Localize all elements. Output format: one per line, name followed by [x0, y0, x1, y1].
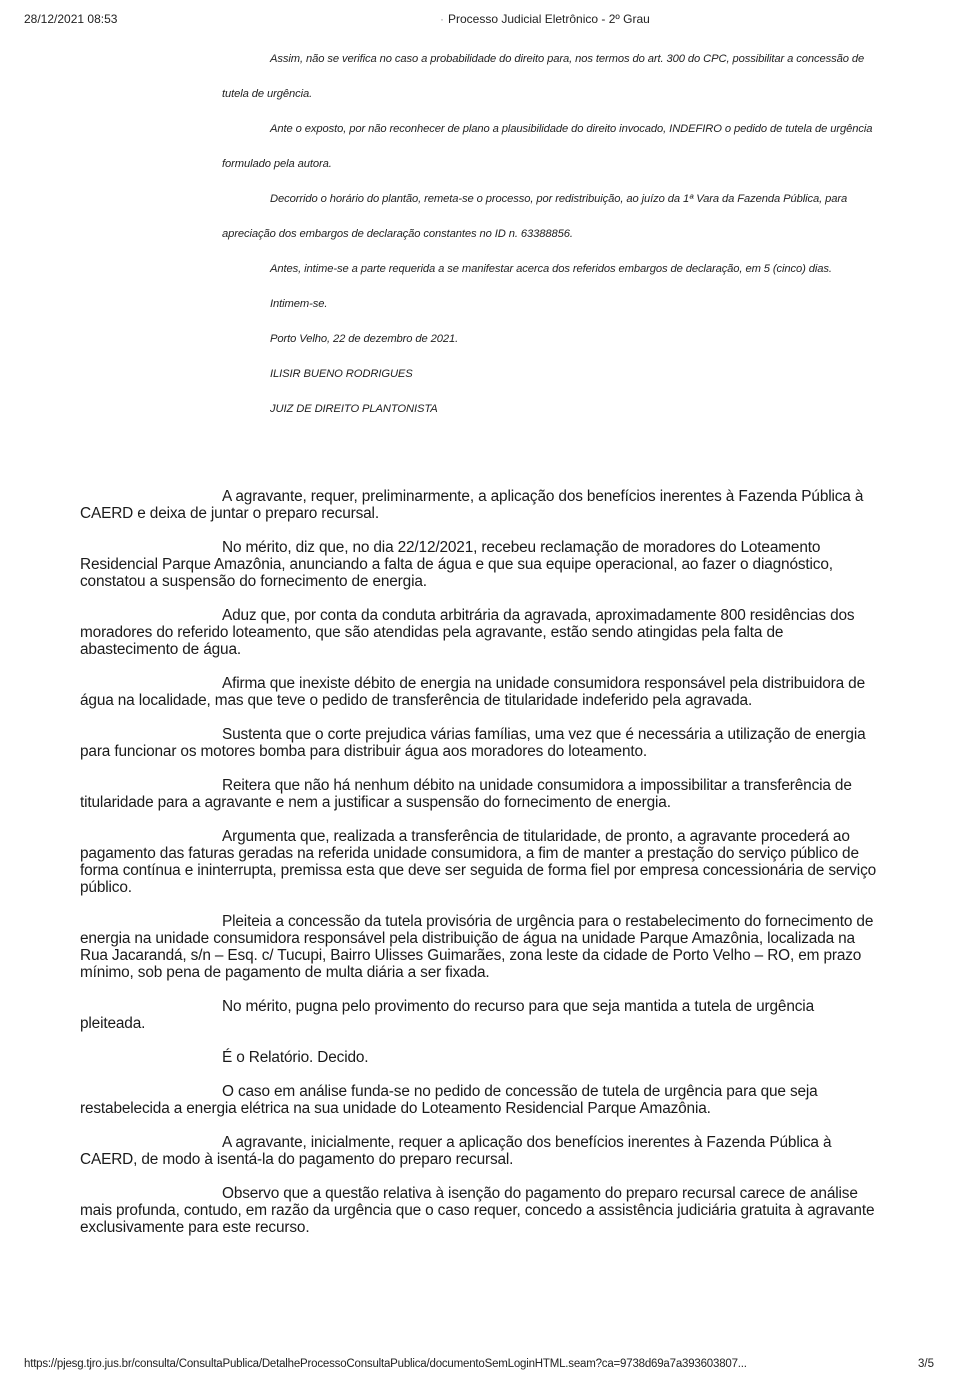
quoted-place-date: Porto Velho, 22 de dezembro de 2021. [270, 333, 459, 345]
body-paragraph: É o Relatório. Decido. [222, 1049, 369, 1066]
page-number: 3/5 [918, 1358, 934, 1370]
body-paragraph: No mérito, diz que, no dia 22/12/2021, recebeu reclamação de moradores do Loteamento Residencial Parque Amazônia, anunciando a falta de água e que sua equipe operacional, ao fazer o diagnóstico, constatou a suspensão do fornecimento de energia. [80, 539, 833, 590]
quoted-decision [222, 42, 882, 427]
body-paragraph: Reitera que não há nenhum débito na unidade consumidora a impossibilitar a transferência de titularidade para a agravante e nem a justificar a suspensão do fornecimento de energia. [80, 777, 852, 811]
quoted-paragraph: Assim, não se verifica no caso a probabilidade do direito para, nos termos do art. 300 do CPC, possibilitar a concessão de tutela de urgência. [222, 53, 865, 100]
body-paragraph: Afirma que inexiste débito de energia na unidade consumidora responsável pela distribuidora de água na localidade, mas que teve o pedido de transferência de titularidade indeferido pela agravada. [80, 675, 865, 709]
body-paragraph: Argumenta que, realizada a transferência de titularidade, de pronto, a agravante procederá ao pagamento das faturas geradas na referida unidade consumidora, a fim de manter a prestação do serviço público de forma contínua e ininterrupta, premissa esta que deve ser seguida de forma fiel por empresa concessionária de serviço público. [80, 828, 877, 896]
quoted-paragraph: Antes, intime-se a parte requerida a se manifestar acerca dos referidos embargos de declaração, em 5 (cinco) dias. [270, 263, 832, 275]
body-paragraph: A agravante, requer, preliminarmente, a aplicação dos benefícios inerentes à Fazenda Pública à CAERD e deixa de juntar o preparo recursal. [80, 488, 864, 522]
footer-url: https://pjesg.tjro.jus.br/consulta/ConsultaPublica/DetalheProcessoConsultaPublica/documentoSemLoginHTML.seam?ca=9738d69a7a393603807... [24, 1358, 747, 1370]
print-datetime: 28/12/2021 08:53 [24, 12, 118, 26]
document-title [440, 12, 650, 26]
bullet-icon: · [440, 12, 444, 26]
quoted-closing: Intimem-se. [270, 298, 328, 310]
body-paragraph: Pleiteia a concessão da tutela provisória de urgência para o restabelecimento do fornecimento de energia na unidade consumidora responsável pela distribuição de água na unidade Parque Amazônia, localizada na Rua Jacarandá, s/n – Esq. c/ Tucupi, Bairro Ulisses Guimarães, zona leste da cidade de Porto Velho – RO, em prazo mínimo, sob pena de pagamento de multa diária a ser fixada. [80, 913, 874, 981]
judge-name: ILISIR BUENO RODRIGUES [270, 368, 413, 380]
judge-title: JUIZ DE DIREITO PLANTONISTA [270, 403, 438, 415]
quoted-paragraph: Ante o exposto, por não reconhecer de plano a plausibilidade do direito invocado, INDEFIRO o pedido de tutela de urgência formulado pela autora. [222, 123, 873, 170]
body-paragraph: O caso em análise funda-se no pedido de concessão de tutela de urgência para que seja restabelecida a energia elétrica na sua unidade do Loteamento Residencial Parque Amazônia. [80, 1083, 818, 1117]
document-title-text: Processo Judicial Eletrônico - 2º Grau [448, 12, 650, 26]
body-paragraph: Observo que a questão relativa à isenção do pagamento do preparo recursal carece de análise mais profunda, contudo, em razão da urgência que o caso requer, concedo a assistência judiciária gratuita à agravante exclusivamente para este recurso. [80, 1185, 875, 1236]
body-paragraph: Aduz que, por conta da conduta arbitrária da agravada, aproximadamente 800 residências dos moradores do referido loteamento, que são atendidas pela agravante, estão sendo atingidas pela falta de abastecimento de água. [80, 607, 855, 658]
document-body [80, 488, 880, 1253]
quoted-paragraph: Decorrido o horário do plantão, remeta-se o processo, por redistribuição, ao juízo da 1ª Vara da Fazenda Pública, para apreciação dos embargos de declaração constantes no ID n. 63388856. [222, 193, 848, 240]
body-paragraph: Sustenta que o corte prejudica várias famílias, uma vez que é necessária a utilização de energia para funcionar os motores bomba para distribuir água aos moradores do loteamento. [80, 726, 866, 760]
body-paragraph: No mérito, pugna pelo provimento do recurso para que seja mantida a tutela de urgência pleiteada. [80, 998, 814, 1032]
body-paragraph: A agravante, inicialmente, requer a aplicação dos benefícios inerentes à Fazenda Pública à CAERD, de modo à isentá-la do pagamento do preparo recursal. [80, 1134, 832, 1168]
